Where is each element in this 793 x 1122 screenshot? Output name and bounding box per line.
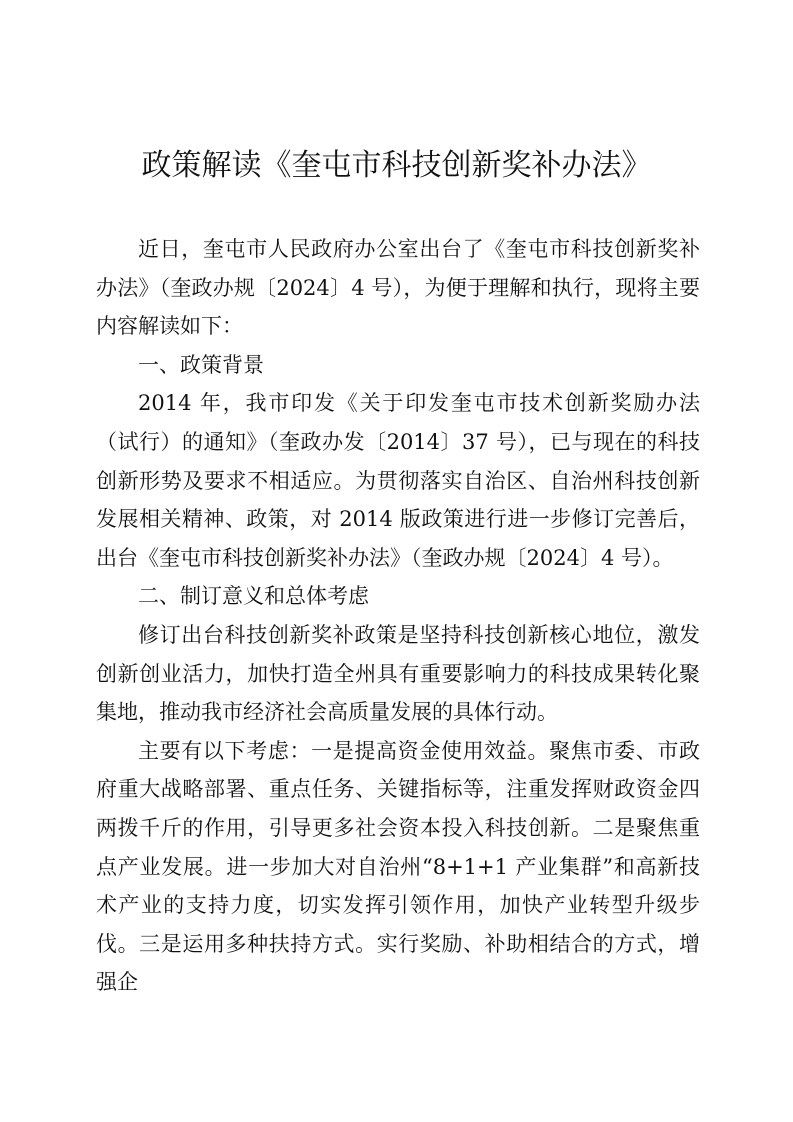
paragraph-background: 2014 年，我市印发《关于印发奎屯市技术创新奖励办法（试行）的通知》（奎政办发〔2014〕37 号），已与现在的科技创新形势及要求不相适应。为贯彻落实自治区、自治州科技创新发展相关精神、政策，对 2014 版政策进行进一步修订完善后，出台《奎屯市科技创新奖补办法》（奎政办规〔2024〕4 号）。: [96, 391, 700, 570]
paragraph-significance: 修订出台科技创新奖补政策是坚持科技创新核心地位，激发创新创业活力，加快打造全州具有重要影响力的科技成果转化聚集地，推动我市经济社会高质量发展的具体行动。: [96, 622, 700, 725]
section-heading-significance: 二、制订意义和总体考虑: [138, 584, 369, 609]
document-title: 政策解读《奎屯市科技创新奖补办法》: [141, 148, 652, 183]
paragraph-intro: 近日，奎屯市人民政府办公室出台了《奎屯市科技创新奖补办法》（奎政办规〔2024〕4 号），为便于理解和执行，现将主要内容解读如下：: [96, 237, 700, 339]
section-heading-background: 一、政策背景: [138, 352, 264, 377]
paragraph-considerations: 主要有以下考虑：一是提高资金使用效益。聚焦市委、市政府重大战略部署、重点任务、关键指标等，注重发挥财政资金四两拨千斤的作用，引导更多社会资本投入科技创新。二是聚焦重点产业发展。进一步加大对自治州“8+1+1 产业集群”和高新技术产业的支持力度，切实发挥引领作用，加快产业转型升级步伐。三是运用多种扶持方式。实行奖励、补助相结合的方式，增强企: [96, 738, 700, 995]
document-body: [96, 230, 700, 1002]
